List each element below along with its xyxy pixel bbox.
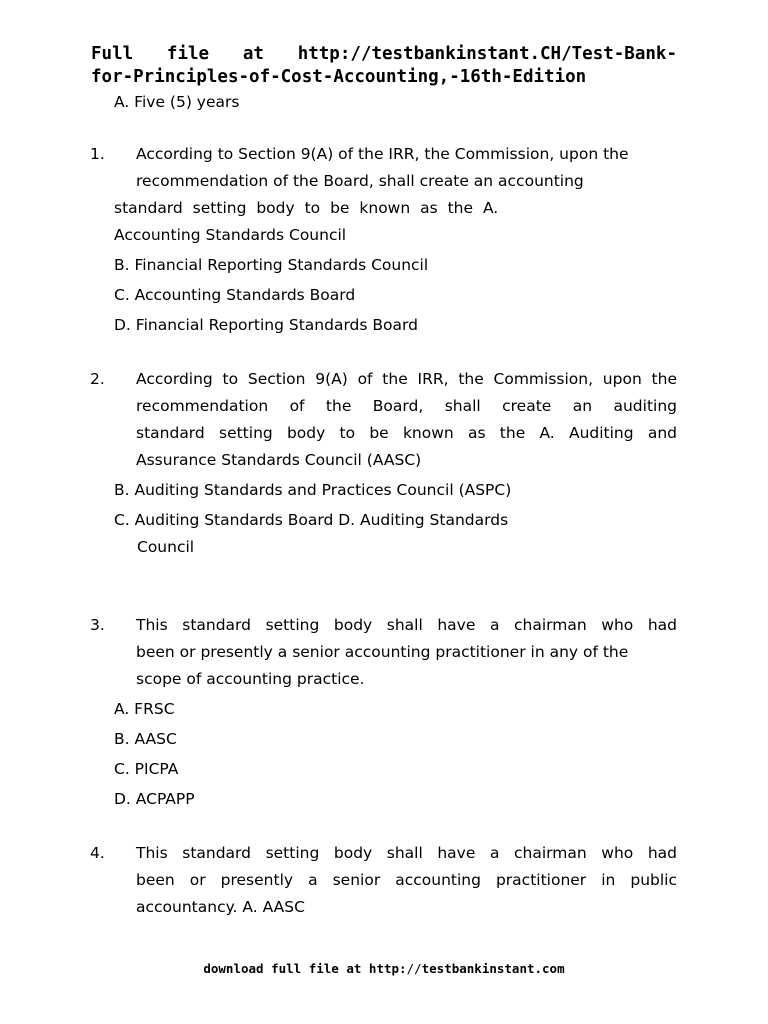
answer-option: C. Accounting Standards Board xyxy=(114,286,356,304)
header-word: at xyxy=(242,44,264,64)
question-text-line: been or presently a senior accounting practitioner in any of the xyxy=(136,643,629,661)
question-text-line: accountancy. A. AASC xyxy=(136,898,305,916)
answer-option: Council xyxy=(137,538,195,556)
question-number: 3. xyxy=(90,616,105,634)
question-number: 2. xyxy=(90,370,105,388)
question-text-line: recommendation of the Board, shall create an accounting xyxy=(136,172,584,190)
question-text-line: Assurance Standards Council (AASC) xyxy=(136,451,422,469)
question-text-line: Accounting Standards Council xyxy=(114,226,347,244)
answer-option: B. Financial Reporting Standards Council xyxy=(114,256,429,274)
footer-slashes: // xyxy=(406,961,422,976)
question-number: 4. xyxy=(90,844,105,862)
prev-option: A. Five (5) years xyxy=(114,93,240,111)
question-text-line: This standard setting body shall have a chairman who had xyxy=(136,844,677,862)
header-link[interactable]: http://testbankinstant.CH/Test-Bank- xyxy=(297,44,677,64)
header-word: file xyxy=(166,44,210,64)
answer-option: D. Financial Reporting Standards Board xyxy=(114,316,418,334)
question-text-line: According to Section 9(A) of the IRR, the Commission, upon the xyxy=(136,145,629,163)
header-word: Full xyxy=(91,44,134,64)
question-text-line: According to Section 9(A) of the IRR, the Commission, upon the xyxy=(136,370,677,388)
document-header xyxy=(91,43,677,89)
header-line-2: for-Principles-of-Cost-Accounting,-16th-Edition xyxy=(91,67,587,87)
question-text-line: been or presently a senior accounting practitioner in public xyxy=(136,871,677,889)
answer-option: C. PICPA xyxy=(114,760,179,778)
answer-option: B. AASC xyxy=(114,730,177,748)
question-text-line: scope of accounting practice. xyxy=(136,670,365,688)
question-number: 1. xyxy=(90,145,105,163)
answer-option: B. Auditing Standards and Practices Council (ASPC) xyxy=(114,481,512,499)
answer-option: D. ACPAPP xyxy=(114,790,195,808)
header-line-1 xyxy=(91,43,677,66)
question-text-line: This standard setting body shall have a chairman who had xyxy=(136,616,677,634)
answer-option: A. FRSC xyxy=(114,700,175,718)
question-text-line: standard setting body to be known as the A. xyxy=(114,199,499,217)
answer-option: C. Auditing Standards Board D. Auditing Standards xyxy=(114,511,509,529)
question-text-line: standard setting body to be known as the A. Auditing and xyxy=(136,424,677,442)
footer-download-link[interactable] xyxy=(0,960,768,978)
footer-domain: testbankinstant.com xyxy=(421,961,565,976)
footer-prefix: download full file at http: xyxy=(203,961,407,976)
question-text-line: recommendation of the Board, shall create an auditing xyxy=(136,397,677,415)
